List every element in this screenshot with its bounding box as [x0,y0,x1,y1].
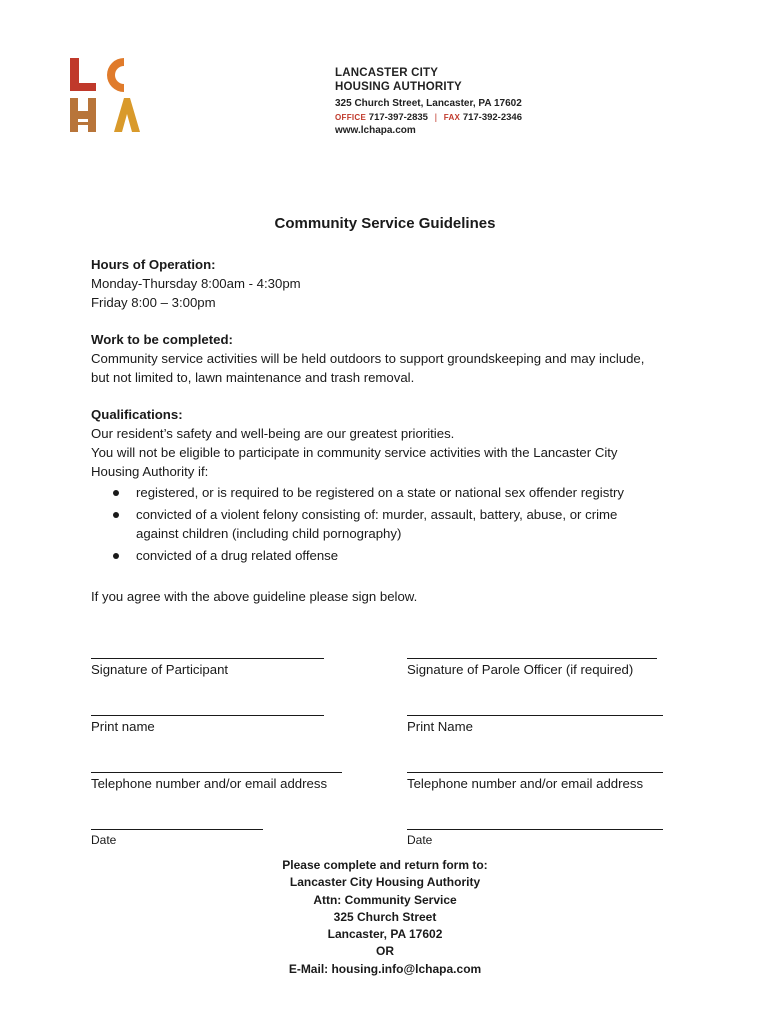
date-field-left[interactable] [91,829,263,847]
list-item: registered, or is required to be registered on a state or national sex offender registry [91,483,691,502]
org-phones: OFFICE 717-397-2835 | FAX 717-392-2346 [335,112,522,123]
list-item: convicted of a violent felony consisting of: murder, assault, battery, abuse, or crime against children (including child pornography) [91,505,691,543]
return-instructions: Please complete and return form to: Lancaster City Housing Authority Attn: Community Service 325 Church Street Lancaster, PA 17602 OR E-Mail: housing.info@lchapa.com [0,857,770,978]
print-name-field-right[interactable] [407,715,663,734]
field-label: Signature of Participant [91,662,229,677]
org-name-line1: LANCASTER CITY [335,67,439,79]
org-website: www.lchapa.com [335,125,416,136]
office-phone: 717-397-2835 [368,112,428,123]
field-label: Signature of Parole Officer (if required) [407,662,634,677]
date-field-right[interactable] [407,829,663,847]
list-item: convicted of a drug related offense [91,546,691,565]
fax-phone: 717-392-2346 [462,112,522,123]
org-name-line2: HOUSING AUTHORITY [335,81,462,93]
qualifications-line: You will not be eligible to participate in community service activities with the Lancaster City [91,445,618,460]
lcha-logo [68,56,142,134]
org-address: 325 Church Street, Lancaster, PA 17602 [335,98,522,109]
field-label: Telephone number and/or email address [91,776,328,791]
print-name-field-left[interactable] [91,715,324,734]
field-label: Date [407,833,433,847]
organization-info [335,66,522,138]
participant-signature-field[interactable] [91,658,324,677]
field-label: Print name [91,719,155,734]
parole-signature-field[interactable] [407,658,657,677]
qualifications-line: Housing Authority if: [91,464,209,479]
hours-line: Friday 8:00 – 3:00pm [91,295,216,310]
qualifications-line: Our resident’s safety and well-being are our greatest priorities. [91,426,455,441]
hours-heading: Hours of Operation: [91,257,216,272]
field-label: Telephone number and/or email address [407,776,644,791]
telephone-field-left[interactable] [91,772,342,791]
fax-label: FAX [443,113,461,122]
disqualification-list [91,483,691,565]
page-title: Community Service Guidelines [274,215,496,232]
office-label: OFFICE [335,113,367,122]
qualifications-heading: Qualifications: [91,407,183,422]
work-heading: Work to be completed: [91,332,233,347]
return-email: E-Mail: housing.info@lchapa.com [288,961,482,976]
guidelines-body [91,255,691,606]
telephone-field-right[interactable] [407,772,663,791]
agree-statement: If you agree with the above guideline please sign below. [91,589,418,604]
work-line: Community service activities will be held outdoors to support groundskeeping and may include, [91,351,645,366]
work-line: but not limited to, lawn maintenance and trash removal. [91,370,415,385]
field-label: Print Name [407,719,473,734]
hours-line: Monday-Thursday 8:00am - 4:30pm [91,276,301,291]
field-label: Date [91,833,117,847]
